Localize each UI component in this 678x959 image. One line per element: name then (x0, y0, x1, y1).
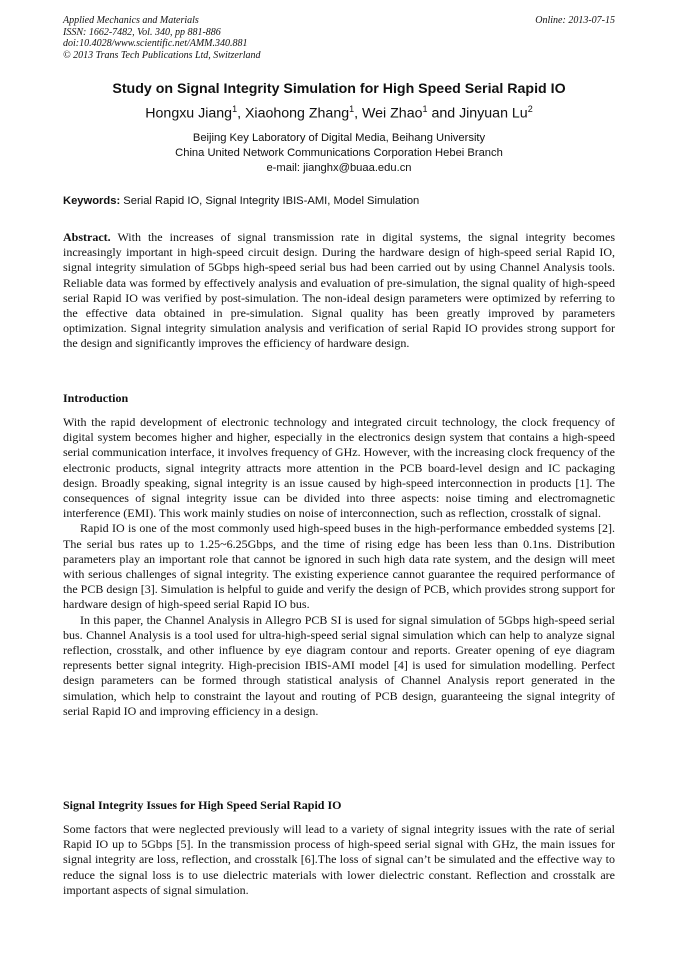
author-separator: and (427, 105, 460, 122)
author-affiliation-mark: 2 (527, 104, 533, 114)
signal-integrity-body (63, 822, 615, 898)
affiliations (20, 131, 658, 177)
online-date: Online: 2013-07-15 (535, 15, 615, 26)
author-name: Jinyuan Lu (459, 105, 528, 122)
paragraph: Rapid IO is one of the most commonly used high-speed buses in the high-performance embedded systems [2]. The serial bus rates up to 1.25~6.25Gbps, and the time of rising edge has been less than 0.1ns. Distribution parameters play an important role that cannot be ignored in such high data rate system, and the design will meet with serious challenges of signal integrity. The existing experience cannot guarantee the required performance of the PCB design [3]. Simulation is helpful to guide and verify the design of PCB, which provides strong support for hardware design of high-speed serial Rapid IO bus. (63, 521, 615, 612)
keywords-text: Serial Rapid IO, Signal Integrity IBIS-AMI, Model Simulation (120, 195, 420, 207)
doi-line: doi:10.4028/www.scientific.net/AMM.340.881 (63, 38, 248, 49)
keywords (63, 195, 623, 207)
abstract-label: Abstract. (63, 230, 111, 244)
email-line: e-mail: jianghx@buaa.edu.cn (266, 162, 412, 175)
paragraph: Some factors that were neglected previously will lead to a variety of signal integrity issues with the rate of serial Rapid IO up to 5Gbps [5]. In the transmission process of high-speed serial signal with GHz, the main issues for signal integrity are loss, reflection, and crosstalk [6].The loss of signal can’t be simulated and the effective way to reduce the signal loss is to use dielectric materials with lower dielectric constant. Reflection and crosstalk are important aspects of signal simulation. (63, 822, 615, 897)
issn-line: ISSN: 1662-7482, Vol. 340, pp 881-886 (63, 26, 221, 38)
paragraph: With the rapid development of electronic technology and integrated circuit technology, the clock frequency of digital system becomes higher and higher, especially in the electronics design system that contains a high-speed serial communication interface, it involves frequency of GHz. However, with the increasing clock frequency of the electronic products, signal integrity attracts more attention in the PCB board-level design and IC packaging design. Broadly speaking, signal integrity is an issue caused by high-speed interconnection in products [1]. The consequences of signal integrity issue can be divided into three aspects: noise timing and electromagnetic interference (EMI). This work mainly studies on noise of interconnection, such as reflection, crosstalk of signal. (63, 415, 615, 521)
author-separator: , (237, 105, 245, 122)
abstract (63, 230, 615, 352)
journal-header (63, 15, 615, 61)
affiliation-line: Beijing Key Laboratory of Digital Media, Beihang University (192, 132, 486, 144)
section-heading-introduction: Introduction (63, 391, 129, 405)
introduction-body (63, 415, 615, 719)
paragraph: In this paper, the Channel Analysis in Allegro PCB SI is used for signal simulation of 5Gbps high-speed serial bus. Channel Analysis is a tool used for ultra-high-speed serial signal simulation which can help to analyze signal reflection, crosstalk, and other influence by eye diagram contour and reports. Greater opening of eye diagram represents better signal integrity. High-precision IBIS-AMI model [4] is used for simulation modelling. Perfect design parameters can be formed through statistical analysis of Channel Analysis report generated in the simulation, which help to constraint the layout and routing of PCB design, guaranteeing the signal integrity of serial Rapid IO and improving efficiency in a design. (63, 612, 615, 718)
author-name: Xiaohong Zhang (244, 105, 350, 122)
abstract-text: With the increases of signal transmission rate in digital systems, the signal integrity becomes increasingly important in high-speed circuit design. During the hardware design of high-speed serial Rapid IO, signal integrity simulation of 5Gbps high-speed serial bus had been carried out by using Channel Analysis tools. Reliable data was formed by effectively analysis and evaluation of pre-simulation, the signal quality of high-speed serial Rapid IO was verified by post-simulation. The non-ideal design parameters were optimized by referring to the effective data obtained in pre-simulation. Signal quality has been greatly improved by parameters optimization. Signal integrity simulation analysis and verification of serial Rapid IO provides strong support for the design and significantly improves the efficiency of hardware design. (63, 230, 615, 351)
keywords-label: Keywords: (63, 195, 121, 207)
author-affiliation-mark: 1 (349, 104, 355, 114)
author-affiliation-mark: 1 (232, 104, 238, 114)
author-separator: , (354, 105, 363, 122)
author-name: Hongxu Jiang (145, 105, 233, 122)
journal-name: Applied Mechanics and Materials (63, 15, 199, 26)
copyright-line: © 2013 Trans Tech Publications Ltd, Switzerland (63, 49, 261, 61)
section-heading-signal-integrity: Signal Integrity Issues for High Speed Serial Rapid IO (63, 798, 342, 812)
author-affiliation-mark: 1 (422, 104, 428, 114)
paper-title: Study on Signal Integrity Simulation for High Speed Serial Rapid IO (112, 81, 566, 97)
author-list (20, 104, 658, 122)
affiliation-line: China United Network Communications Corporation Hebei Branch (175, 147, 503, 160)
author-name: Wei Zhao (362, 105, 423, 122)
